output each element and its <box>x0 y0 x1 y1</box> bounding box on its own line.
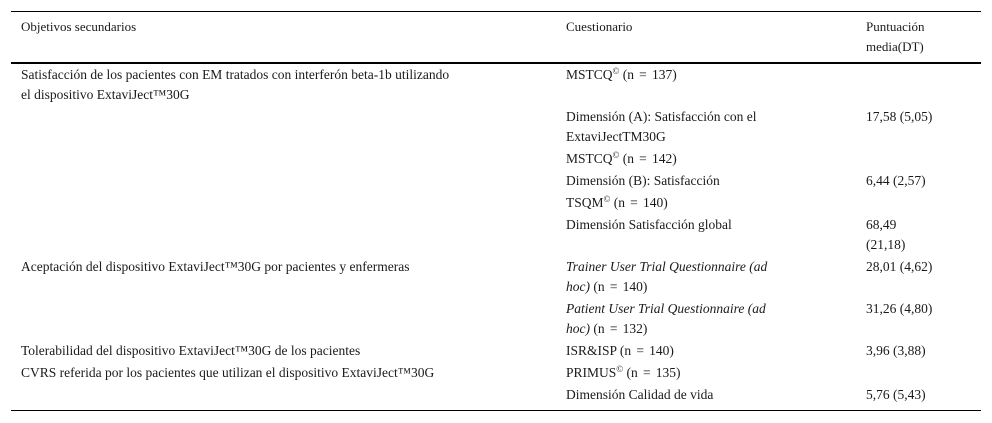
header-puntuacion: Puntuación media(DT) <box>866 19 925 54</box>
questionnaire-dimension-a: Dimensión (A): Satisfacción con el ExtaviJectTM30G <box>566 109 757 144</box>
header-rule <box>11 62 981 64</box>
table-top-rule <box>11 11 981 12</box>
questionnaire-trainer: Trainer User Trial Questionnaire (ad hoc) (n = 140) <box>566 259 768 294</box>
results-table <box>11 11 981 411</box>
questionnaire-satisfaccion-global: Dimensión Satisfacción global <box>566 217 732 232</box>
questionnaire-isr-isp: ISR&ISP (n = 140) <box>566 343 674 358</box>
questionnaire-primus: PRIMUS© (n = 135) <box>566 364 681 380</box>
score-patient: 31,26 (4,80) <box>866 301 933 316</box>
questionnaire-mstcq-2: MSTCQ© (n = 142) <box>566 150 677 166</box>
score-calidad-de-vida: 5,76 (5,43) <box>866 387 926 402</box>
questionnaire-calidad-de-vida: Dimensión Calidad de vida <box>566 387 714 402</box>
score-satisfaccion-global: 68,49 (21,18) <box>866 217 906 252</box>
objective-aceptacion: Aceptación del dispositivo ExtaviJect™30G por pacientes y enfermeras <box>21 259 410 274</box>
score-isr-isp: 3,96 (3,88) <box>866 343 926 358</box>
score-dimension-a: 17,58 (5,05) <box>866 109 933 124</box>
table-bottom-rule <box>11 410 981 411</box>
objective-cvrs: CVRS referida por los pacientes que utilizan el dispositivo ExtaviJect™30G <box>21 365 435 380</box>
score-dimension-b: 6,44 (2,57) <box>866 173 926 188</box>
header-cuestionario: Cuestionario <box>566 19 633 34</box>
header-objetivos: Objetivos secundarios <box>21 19 137 34</box>
questionnaire-mstcq-1: MSTCQ© (n = 137) <box>566 66 677 82</box>
questionnaire-tsqm: TSQM© (n = 140) <box>566 194 668 210</box>
objective-tolerabilidad: Tolerabilidad del dispositivo ExtaviJect™30G de los pacientes <box>21 343 361 358</box>
score-trainer: 28,01 (4,62) <box>866 259 933 274</box>
questionnaire-dimension-b: Dimensión (B): Satisfacción <box>566 173 720 188</box>
questionnaire-patient: Patient User Trial Questionnaire (ad hoc) (n = 132) <box>566 301 766 336</box>
objective-satisfaccion: Satisfacción de los pacientes con EM tratados con interferón beta-1b utilizando el dispositivo ExtaviJect™30G <box>21 67 450 102</box>
